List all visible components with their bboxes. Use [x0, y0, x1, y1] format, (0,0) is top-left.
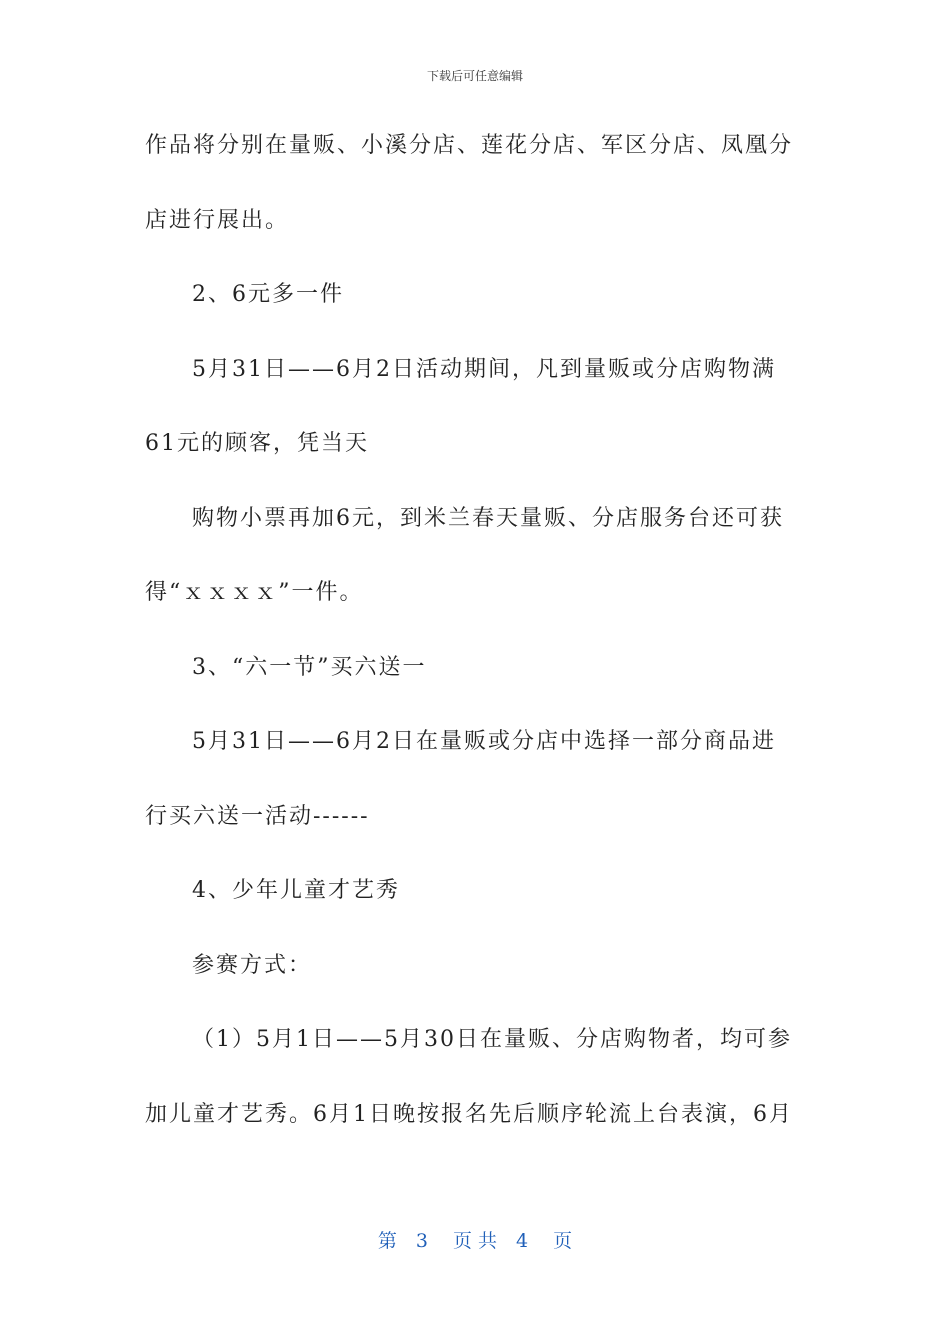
- paragraph-line: 参赛方式：: [192, 952, 313, 978]
- paragraph-line: 店进行展出。: [145, 207, 290, 233]
- paragraph-line: （1）5月1日——5月30日在量贩、分店购物者，均可参: [192, 1027, 792, 1052]
- header-note: 下载后可任意编辑: [426, 69, 523, 83]
- paragraph-line: 行买六送一活动------: [145, 803, 370, 829]
- page-number-footer: 第 3 页 共 4 页: [377, 1230, 573, 1252]
- paragraph-line: 5月31日——6月2日在量贩或分店中选择一部分商品进: [192, 729, 776, 754]
- paragraph-line: 作品将分别在量贩、小溪分店、莲花分店、军区分店、凤凰分: [145, 133, 794, 158]
- paragraph-line: 5月31日——6月2日活动期间，凡到量贩或分店购物满: [192, 356, 776, 382]
- section-heading: 3、“六一节”买六送一: [192, 654, 427, 680]
- section-heading: 4、少年儿童才艺秀: [192, 878, 400, 903]
- paragraph-line: 加儿童才艺秀。6月1日晚按报名先后顺序轮流上台表演，6月: [145, 1101, 793, 1127]
- paragraph-line: 61元的顾客，凭当天: [145, 431, 369, 456]
- section-heading: 2、6元多一件: [192, 282, 344, 307]
- paragraph-line: 购物小票再加6元，到米兰春天量贩、分店服务台还可获: [192, 505, 784, 531]
- paragraph-line: 得“ｘｘｘｘ”一件。: [145, 580, 364, 605]
- body-text: [145, 128, 805, 1171]
